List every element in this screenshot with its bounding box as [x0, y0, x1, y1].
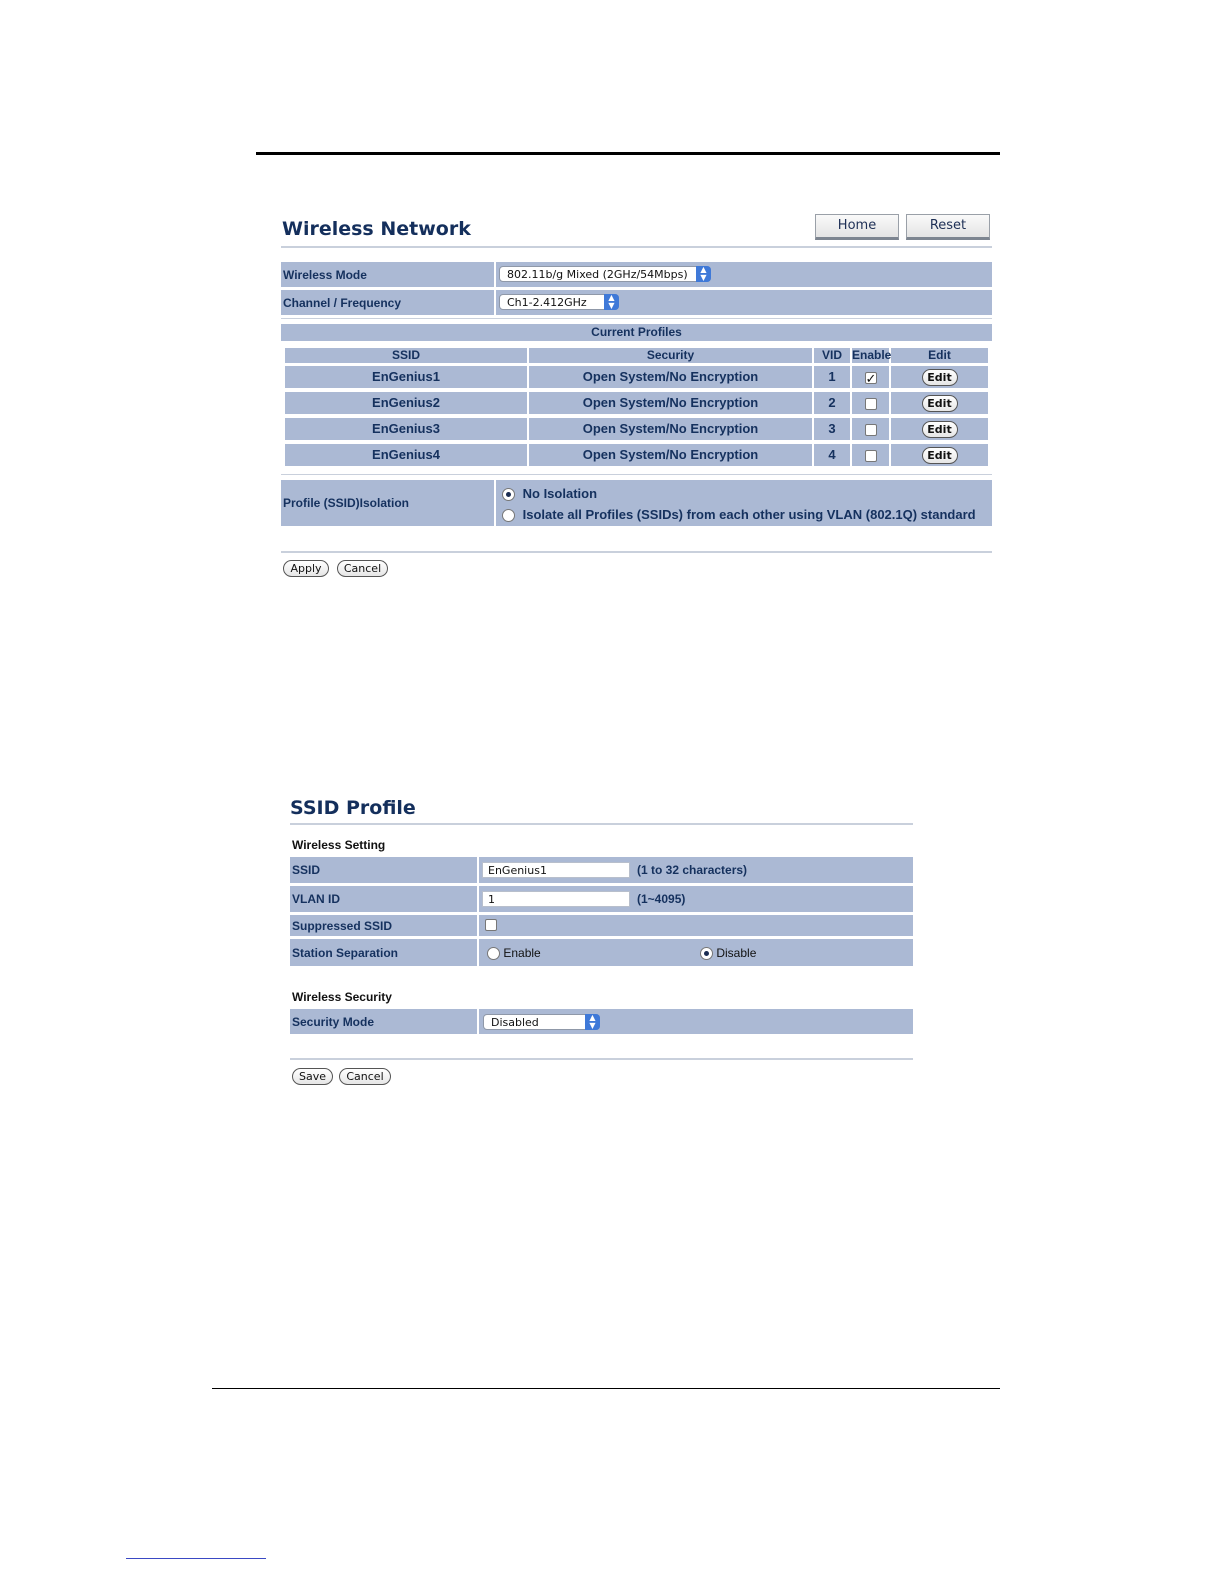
suppressed-ssid-checkbox[interactable] [485, 919, 497, 931]
station-separation-label: Station Separation [290, 939, 479, 966]
station-separation-disable[interactable] [700, 946, 756, 960]
page-header-rule [256, 152, 1000, 155]
col-vid: VID [814, 348, 850, 363]
isolation-option-vlan-label: Isolate all Profiles (SSIDs) from each other using VLAN (802.1Q) standard [522, 507, 976, 522]
edit-button[interactable]: Edit [922, 421, 958, 438]
form-divider [290, 1058, 913, 1060]
table-row-enable-cell [852, 444, 889, 466]
station-separation-row [290, 939, 913, 966]
ssid-hint: (1 to 32 characters) [637, 863, 748, 877]
select-arrows-icon: ▲ ▼ [604, 294, 619, 310]
suppressed-ssid-row [290, 915, 913, 936]
wireless-mode-row [281, 262, 992, 287]
table-row-ssid: EnGenius1 [285, 366, 527, 388]
current-profiles-heading: Current Profiles [281, 324, 992, 341]
col-enable: Enable [852, 348, 892, 362]
table-row-enable-cell [852, 392, 889, 414]
wireless-security-heading: Wireless Security [292, 990, 392, 1004]
edit-button[interactable]: Edit [922, 447, 958, 464]
radio-selected-icon[interactable] [502, 488, 515, 501]
page-footer-rule [212, 1388, 1000, 1389]
table-row-security: Open System/No Encryption [529, 444, 812, 466]
radio-icon[interactable] [487, 947, 500, 960]
footer-link-underline [126, 1558, 266, 1559]
vlan-hint: (1~4095) [637, 892, 686, 906]
wireless-mode-select[interactable]: 802.11b/g Mixed (2GHz/54Mbps) ▲ ▼ [499, 266, 711, 282]
table-row-enable-cell [852, 366, 889, 388]
table-row-vid: 1 [814, 366, 850, 388]
table-row-edit-cell [891, 418, 988, 440]
apply-button[interactable]: Apply [283, 560, 329, 577]
title-divider [281, 246, 992, 248]
table-row-edit-cell [891, 444, 988, 466]
table-row-vid: 4 [814, 444, 850, 466]
isolation-row [281, 480, 992, 526]
ssid-row [290, 857, 913, 883]
enable-checkbox[interactable] [865, 372, 877, 384]
wireless-setting-heading: Wireless Setting [292, 838, 386, 852]
isolation-option-none-label: No Isolation [522, 486, 598, 501]
suppressed-ssid-label: Suppressed SSID [290, 915, 479, 936]
ssid-profile-title: SSID Profile [290, 797, 416, 819]
save-button[interactable]: Save [292, 1068, 333, 1085]
table-row-ssid: EnGenius4 [285, 444, 527, 466]
table-row-edit-cell [891, 366, 988, 388]
radio-selected-icon[interactable] [700, 947, 713, 960]
section-divider [281, 318, 992, 319]
wireless-network-title: Wireless Network [282, 218, 471, 240]
enable-checkbox[interactable] [865, 450, 877, 462]
form-divider [281, 551, 992, 553]
table-row-enable-cell [852, 418, 889, 440]
title-divider [290, 823, 913, 825]
select-arrows-icon: ▲ ▼ [696, 266, 711, 282]
vlan-id-input[interactable]: 1 [482, 891, 630, 907]
col-security: Security [529, 348, 812, 363]
home-button[interactable]: Home [815, 214, 899, 240]
vlan-label: VLAN ID [290, 886, 479, 912]
ssid-label: SSID [290, 857, 479, 883]
reset-button[interactable]: Reset [906, 214, 990, 240]
isolation-label: Profile (SSID)Isolation [281, 480, 496, 526]
table-row-security: Open System/No Encryption [529, 392, 812, 414]
ssid-input[interactable]: EnGenius1 [482, 862, 630, 878]
table-row-edit-cell [891, 392, 988, 414]
security-mode-row [290, 1009, 913, 1034]
isolation-option-vlan[interactable] [502, 507, 976, 522]
edit-button[interactable]: Edit [922, 369, 958, 386]
cancel-button[interactable]: Cancel [339, 1068, 391, 1085]
table-row-ssid: EnGenius2 [285, 392, 527, 414]
col-edit: Edit [891, 348, 988, 363]
security-mode-label: Security Mode [290, 1009, 479, 1034]
enable-checkbox[interactable] [865, 398, 877, 410]
enable-checkbox[interactable] [865, 424, 877, 436]
edit-button[interactable]: Edit [922, 395, 958, 412]
select-arrows-icon: ▲ ▼ [585, 1014, 600, 1030]
channel-row [281, 290, 992, 315]
cancel-button[interactable]: Cancel [337, 560, 388, 577]
enable-label: Enable [503, 946, 541, 960]
channel-label: Channel / Frequency [281, 290, 496, 315]
table-row-ssid: EnGenius3 [285, 418, 527, 440]
section-divider [281, 474, 992, 475]
table-row-vid: 2 [814, 392, 850, 414]
table-row-security: Open System/No Encryption [529, 418, 812, 440]
wireless-mode-label: Wireless Mode [281, 262, 496, 287]
table-row-vid: 3 [814, 418, 850, 440]
radio-icon[interactable] [502, 509, 515, 522]
table-row-security: Open System/No Encryption [529, 366, 812, 388]
col-ssid: SSID [285, 348, 527, 363]
vlan-row [290, 886, 913, 912]
channel-select[interactable]: Ch1-2.412GHz ▲ ▼ [499, 294, 619, 310]
disable-label: Disable [716, 946, 757, 960]
security-mode-select[interactable]: Disabled ▲ ▼ [483, 1014, 600, 1030]
isolation-option-none[interactable] [502, 486, 597, 501]
station-separation-enable[interactable] [487, 946, 541, 960]
